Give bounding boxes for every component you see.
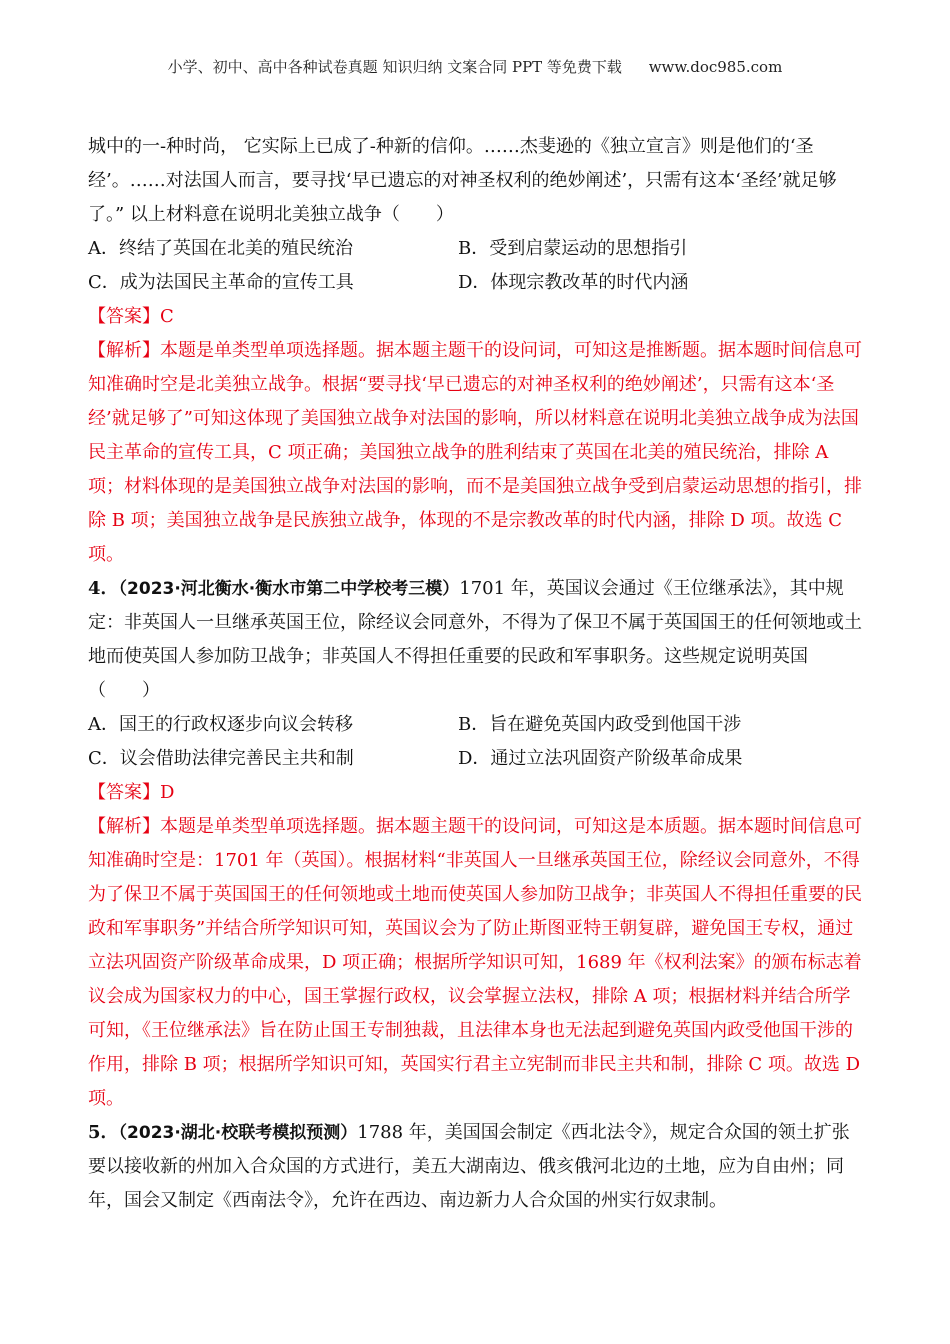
q5-source: （2023·湖北·校联考模拟预测） bbox=[118, 1123, 358, 1143]
page-header bbox=[0, 56, 950, 77]
q3-option-a: A．终结了英国在北美的殖民统治 bbox=[88, 238, 353, 259]
q4-stem: 1701 年，英国议会通过《王位继承法》，其中规定：非英国人一旦继承英国王位，除经议会同意外，不得为了保卫不属于英国国王的任何领地或土地而使英国人参加防卫战争；非英国人不得担任重要的民政和军事职务。这些规定说明英国（ ） bbox=[88, 578, 862, 701]
q4-options-row-1 bbox=[88, 708, 862, 742]
q4-option-c: C．议会借助法律完善民主共和制 bbox=[88, 748, 354, 769]
q4-question bbox=[88, 572, 862, 708]
q5-question bbox=[88, 1116, 862, 1218]
q3-answer: 【答案】C bbox=[88, 306, 174, 327]
document-body bbox=[88, 130, 862, 1218]
q4-analysis: 【解析】本题是单类型单项选择题。据本题主题干的设问词，可知这是本质题。据本题时间信息可知准确时空是：1701 年（英国）。根据材料“非英国人一旦继承英国王位，除经议会同意外，不得为了保卫不属于英国国王的任何领地或土地而使英国人参加防卫战争；非英国人不得担任重要的民政和军事职务”并结合所学知识可知，英国议会为了防止斯图亚特王朝复辟，避免国王专权，通过立法巩固资产阶级革命成果，D 项正确；根据所学知识可知，1689 年《权利法案》的颁布标志着议会成为国家权力的中心，国王掌握行政权，议会掌握立法权，排除 A 项；根据材料并结合所学可知，《王位继承法》旨在防止国王专制独裁，且法律本身也无法起到避免英国内政受他国干涉的作用，排除 B 项；根据所学知识可知，英国实行君主立宪制而非民主共和制，排除 C 项。故选 D 项。 bbox=[88, 816, 862, 1109]
q3-analysis: 【解析】本题是单类型单项选择题。据本题主题干的设问词，可知这是推断题。据本题时间信息可知准确时空是北美独立战争。根据“要寻找‘早已遗忘的对神圣权利的绝妙阐述’，只需有这本‘圣经’就足够了”可知这体现了美国独立战争对法国的影响，所以材料意在说明北美独立战争成为法国民主革命的宣传工具，C 项正确；美国独立战争的胜利结束了英国在北美的殖民统治，排除 A 项；材料体现的是美国独立战争对法国的影响，而不是美国独立战争受到启蒙运动思想的指引，排除 B 项；美国独立战争是民族独立战争，体现的不是宗教改革的时代内涵，排除 D 项。故选 C 项。 bbox=[88, 340, 862, 565]
q3-option-b: B．受到启蒙运动的思想指引 bbox=[458, 238, 688, 259]
q4-answer: 【答案】D bbox=[88, 782, 175, 803]
q4-source: （2023·河北衡水·衡水市第二中学校考三模） bbox=[118, 579, 460, 599]
header-url[interactable]: www.doc985.com bbox=[648, 58, 783, 76]
q4-option-d: D．通过立法巩固资产阶级革命成果 bbox=[458, 748, 743, 769]
q3-options-row-1 bbox=[88, 232, 862, 266]
q4-options-row-2 bbox=[88, 742, 862, 776]
q3-option-c: C．成为法国民主革命的宣传工具 bbox=[88, 272, 354, 293]
q3-stem: 城中的一-种时尚， 它实际上已成了-种新的信仰。……杰斐逊的《独立宣言》则是他们的‘圣经’。……对法国人而言，要寻找‘早已遗忘的对神圣权利的绝妙阐述’，只需有这本‘圣经’就足够了。” 以上材料意在说明北美独立战争（ ） bbox=[88, 136, 837, 225]
q5-number: 5． bbox=[88, 1122, 119, 1143]
header-text: 小学、初中、高中各种试卷真题 知识归纳 文案合同 PPT 等免费下载 bbox=[167, 58, 622, 76]
q5-stem: 1788 年，美国国会制定《西北法令》，规定合众国的领土扩张要以接收新的州加入合众国的方式进行，美五大湖南边、俄亥俄河北边的土地，应为自由州；同年，国会又制定《西南法令》，允许在西边、南边新力人合众国的州实行奴隶制。 bbox=[88, 1122, 850, 1211]
q3-options-row-2 bbox=[88, 266, 862, 300]
q3-option-d: D．体现宗教改革的时代内涵 bbox=[458, 272, 689, 293]
q4-number: 4． bbox=[88, 578, 119, 599]
q4-option-a: A．国王的行政权逐步向议会转移 bbox=[88, 714, 353, 735]
q4-option-b: B．旨在避免英国内政受到他国干涉 bbox=[458, 714, 742, 735]
